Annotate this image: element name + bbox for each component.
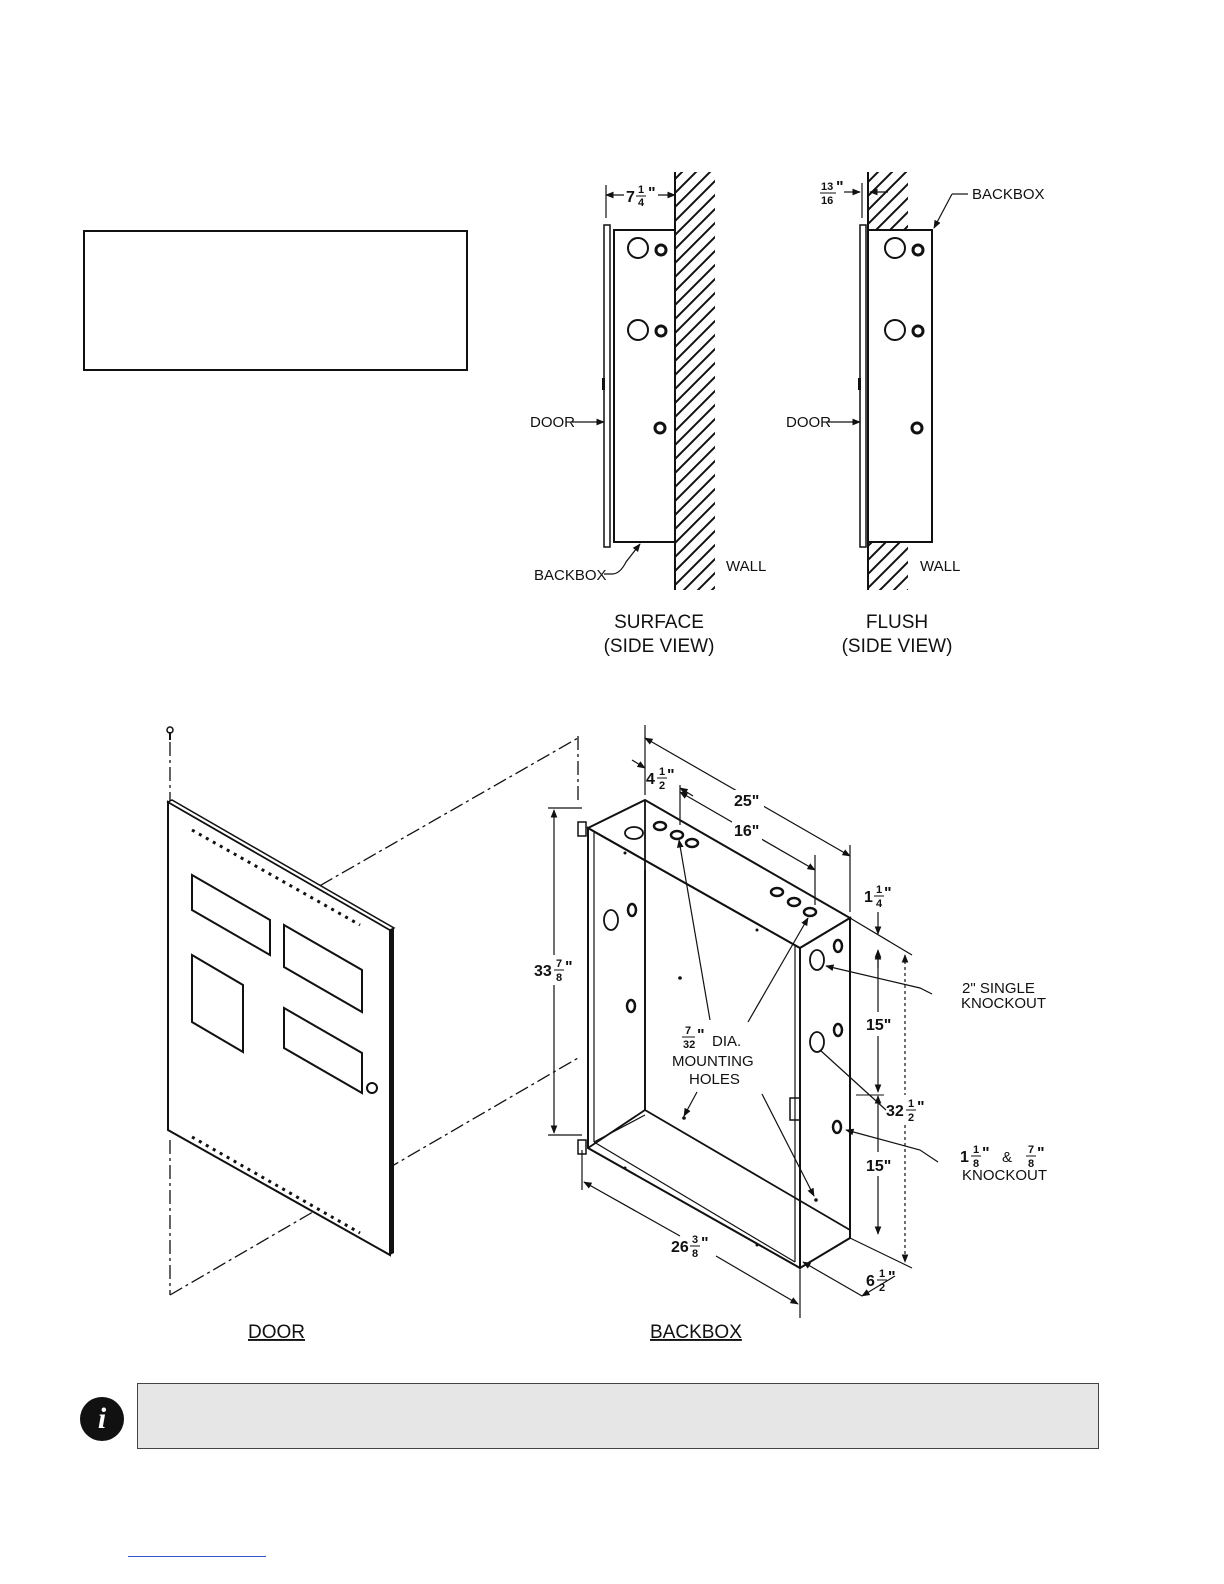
dim-width-25: 25" [734, 793, 760, 810]
flush-wall-label: WALL [920, 558, 961, 575]
mount-holes-num: 7 [685, 1025, 692, 1037]
surface-wall-hatch [675, 172, 715, 590]
knockout-dual-whole: 1 [960, 1149, 969, 1166]
knockout-dual-num1: 1 [973, 1144, 980, 1156]
dim-26-den: 8 [692, 1248, 699, 1260]
surface-caption-2: (SIDE VIEW) [603, 636, 715, 657]
dim-33-whole: 33 [534, 963, 552, 980]
knockout-dual-num2: 7 [1028, 1144, 1035, 1156]
flush-wall-hatch-top [868, 172, 908, 230]
flush-backbox-label: BACKBOX [972, 186, 1045, 203]
dim-6-half-den: 2 [879, 1282, 886, 1294]
flush-depth-den: 16 [821, 195, 834, 207]
mount-holes-den: 32 [683, 1039, 696, 1051]
dim-6-half-whole: 6 [866, 1273, 875, 1290]
knockout-2-line1: 2" SINGLE [962, 980, 1035, 997]
flush-door-label: DOOR [786, 414, 831, 431]
knockout-dual-den2: 8 [1028, 1158, 1035, 1170]
flush-side-view [786, 172, 1045, 657]
flush-depth-num: 13 [821, 181, 834, 193]
footer-link-rule [128, 1556, 266, 1557]
svg-text:": " [565, 959, 573, 976]
surface-side-view [530, 172, 766, 657]
door-isometric-view [167, 727, 578, 1343]
dim-4-half-whole: 4 [646, 771, 655, 788]
surface-depth-num: 1 [638, 184, 645, 196]
knockout-2-line2: KNOCKOUT [961, 995, 1047, 1012]
svg-text:": " [648, 185, 656, 202]
flush-caption-1: FLUSH [865, 612, 929, 633]
dim-32-num: 1 [908, 1098, 915, 1110]
svg-text:": " [697, 1027, 705, 1044]
dim-16: 16" [734, 823, 760, 840]
surface-backbox [614, 230, 675, 542]
dim-1-quarter-num: 1 [876, 884, 883, 896]
surface-door-label: DOOR [530, 414, 575, 431]
dim-32-whole: 32 [886, 1103, 904, 1120]
svg-text:": " [884, 885, 892, 902]
dim-26-whole: 26 [671, 1239, 689, 1256]
door-caption: DOOR [248, 1322, 305, 1343]
mount-holes-line3: HOLES [689, 1071, 740, 1088]
surface-backbox-label: BACKBOX [534, 567, 607, 584]
dim-33-num: 7 [556, 958, 563, 970]
svg-text:": " [982, 1145, 990, 1162]
surface-wall-label: WALL [726, 558, 767, 575]
surface-caption-1: SURFACE [614, 612, 704, 633]
backbox-caption: BACKBOX [650, 1322, 742, 1343]
mount-holes-line1: DIA. [712, 1033, 742, 1050]
dim-6-half-num: 1 [879, 1268, 886, 1280]
backbox-isometric-view [534, 725, 1047, 1343]
dim-4-half-den: 2 [659, 780, 666, 792]
flush-wall-hatch-bottom [868, 542, 908, 590]
dim-32-den: 2 [908, 1112, 915, 1124]
knockout-dual-amp: & [1002, 1149, 1013, 1166]
svg-text:": " [917, 1099, 925, 1116]
knockout-dual-den1: 8 [973, 1158, 980, 1170]
flush-caption-2: (SIDE VIEW) [841, 636, 953, 657]
flush-backbox [868, 230, 932, 542]
mount-holes-line2: MOUNTING [672, 1053, 754, 1070]
dim-1-quarter-whole: 1 [864, 889, 873, 906]
info-icon: i [80, 1397, 124, 1441]
svg-text:": " [888, 1269, 896, 1286]
surface-depth-den: 4 [638, 197, 645, 209]
dim-15-lower: 15" [866, 1158, 892, 1175]
note-box [137, 1383, 1099, 1449]
knockout-dual-line2: KNOCKOUT [962, 1167, 1048, 1184]
dim-1-quarter-den: 4 [876, 898, 883, 910]
dim-33-den: 8 [556, 972, 563, 984]
dim-4-half-num: 1 [659, 766, 666, 778]
svg-text:": " [701, 1235, 709, 1252]
svg-text:": " [836, 179, 844, 196]
surface-depth-whole: 7 [626, 189, 635, 206]
svg-text:": " [667, 767, 675, 784]
dim-26-num: 3 [692, 1234, 699, 1246]
svg-text:": " [1037, 1145, 1045, 1162]
dim-15-upper: 15" [866, 1017, 892, 1034]
